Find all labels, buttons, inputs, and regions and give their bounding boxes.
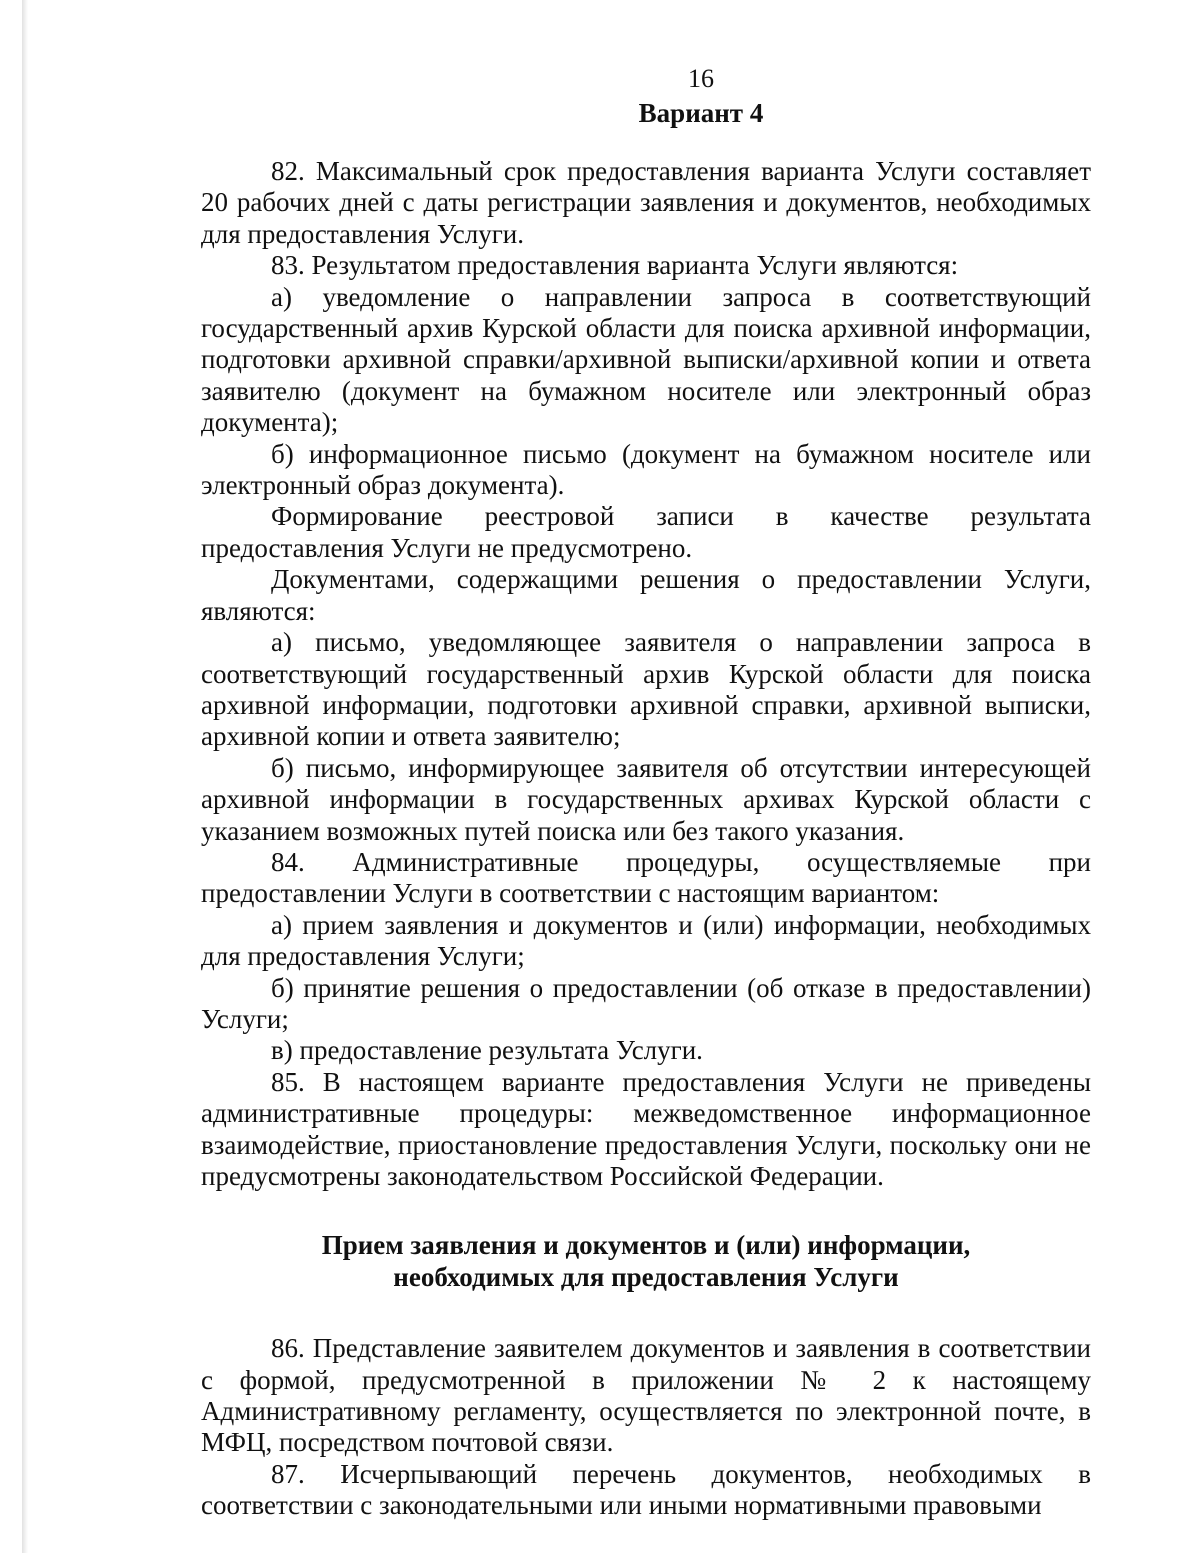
subsection-heading-line-2: необходимых для предоставления Услуги bbox=[393, 1261, 899, 1292]
paragraph-84-a: а) прием заявления и документов и (или) информации, необходимых для предоставления Услуги; bbox=[201, 909, 1091, 972]
subsection-heading-line-1: Прием заявления и документов и (или) информации, bbox=[321, 1230, 971, 1261]
paragraph-84-b: б) принятие решения о предоставлении (об отказе в предоставлении) Услуги; bbox=[201, 972, 1091, 1034]
page-number: 16 bbox=[688, 64, 714, 93]
paragraph-83: 83. Результатом предоставления варианта Услуги являются: bbox=[271, 250, 959, 281]
paragraph-decision-a: а) письмо, уведомляющее заявителя о направлении запроса в соответствующий государственный архив Курской области для поиска архивной информации, подготовки архивной справки, архивной выписки, архивной копии и ответа заявителю; bbox=[201, 627, 1091, 752]
subsection-heading bbox=[201, 1230, 1091, 1293]
paragraph-decision-b: б) письмо, информирующее заявителя об отсутствии интересующей архивной информации в государственных архивах Курской области с указанием возможных путей поиска или без такого указания. bbox=[201, 752, 1091, 846]
paragraph-84: 84. Административные процедуры, осуществляемые при предоставлении Услуги в соответствии с настоящим вариантом: bbox=[201, 846, 1091, 909]
paragraph-84-c: в) предоставление результата Услуги. bbox=[271, 1035, 703, 1066]
paragraph-decision-documents: Документами, содержащими решения о предоставлении Услуги, являются: bbox=[201, 564, 1091, 626]
section-title: Вариант 4 bbox=[638, 98, 764, 128]
paragraph-86: 86. Представление заявителем документов и заявления в соответствии с формой, предусмотренной в приложении № 2 к настоящему Административному регламенту, осуществляется по электронной почте, в МФЦ, посредством почтовой связи. bbox=[201, 1333, 1091, 1458]
paragraph-83-a: а) уведомление о направлении запроса в соответствующий государственный архив Курской области для поиска архивной информации, подготовки архивной справки/архивной выписки/архивной копии и ответа заявителю (документ на бумажном носителе или электронный образ документа); bbox=[201, 281, 1091, 438]
scan-edge-shadow bbox=[22, 0, 28, 1553]
paragraph-83-b: б) информационное письмо (документ на бумажном носителе или электронный образ документа). bbox=[201, 438, 1091, 501]
paragraph-82: 82. Максимальный срок предоставления варианта Услуги составляет 20 рабочих дней с даты регистрации заявления и документов, необходимых для предоставления Услуги. bbox=[201, 156, 1091, 249]
paragraph-registry-record: Формирование реестровой записи в качестве результата предоставления Услуги не предусмотрено. bbox=[201, 501, 1091, 563]
document-page bbox=[201, 64, 1091, 1522]
paragraph-85: 85. В настоящем варианте предоставления Услуги не приведены административные процедуры: межведомственное информационное взаимодействие, приостановление предоставления Услуги, поскольку они не предусмотрены законодательством Российской Федерации. bbox=[201, 1066, 1091, 1191]
paragraph-87: 87. Исчерпывающий перечень документов, необходимых в соответствии с законодательными или иными нормативными правовыми bbox=[201, 1458, 1091, 1521]
